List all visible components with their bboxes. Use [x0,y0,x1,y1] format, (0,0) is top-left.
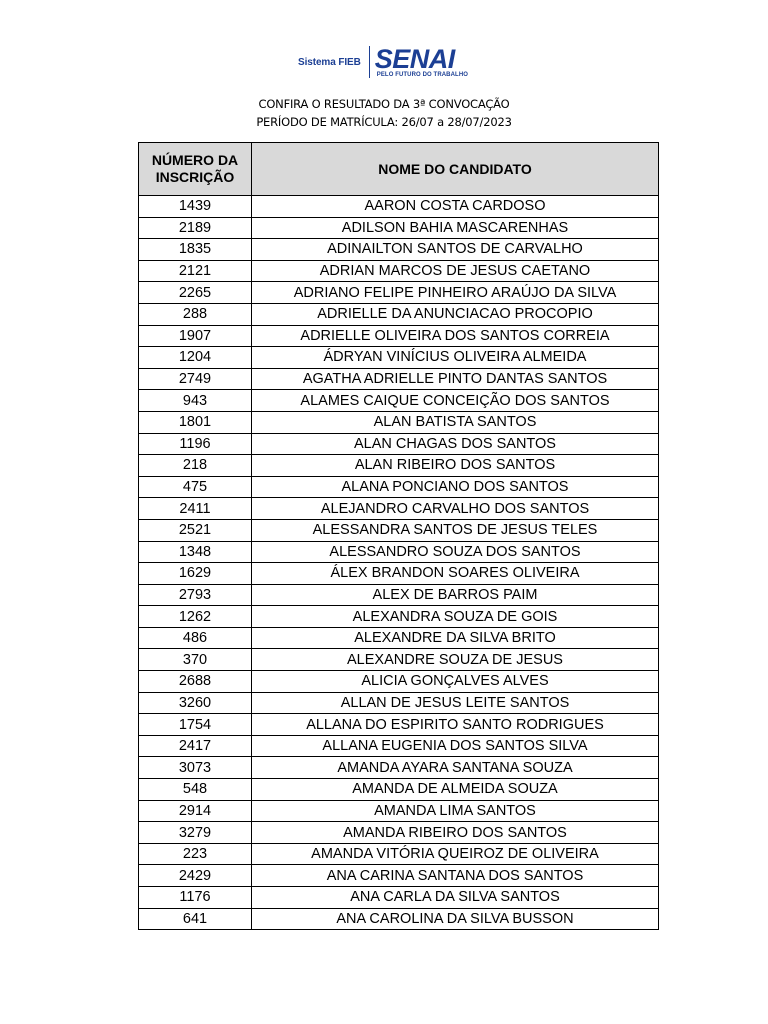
registration-number-cell: 2914 [139,800,252,822]
logo-senai-block [375,46,468,78]
table-row [139,433,659,455]
candidate-name-cell: ÁDRYAN VINÍCIUS OLIVEIRA ALMEIDA [252,347,659,369]
registration-number-cell: 2417 [139,735,252,757]
table-row [139,887,659,909]
table-row [139,865,659,887]
candidate-name-cell: ALAMES CAIQUE CONCEIÇÃO DOS SANTOS [252,390,659,412]
candidate-name-cell: ALLANA EUGENIA DOS SANTOS SILVA [252,735,659,757]
candidate-name-cell: ALEXANDRE DA SILVA BRITO [252,627,659,649]
registration-number-cell: 2749 [139,368,252,390]
registration-number-cell: 1835 [139,239,252,261]
table-row [139,519,659,541]
table-row [139,671,659,693]
table-row [139,347,659,369]
registration-number-cell: 1754 [139,714,252,736]
candidate-name-cell: ADRIELLE DA ANUNCIACAO PROCOPIO [252,303,659,325]
candidate-name-cell: ALESSANDRA SANTOS DE JESUS TELES [252,519,659,541]
table-row [139,325,659,347]
registration-number-cell: 2688 [139,671,252,693]
candidate-name-cell: ALEXANDRE SOUZA DE JESUS [252,649,659,671]
table-body [139,196,659,930]
candidate-name-cell: AARON COSTA CARDOSO [252,196,659,218]
candidate-name-cell: ALANA PONCIANO DOS SANTOS [252,476,659,498]
table-row [139,498,659,520]
logo-sistema-fieb: Sistema FIEB [298,56,361,68]
column-header-number [139,143,252,196]
table-row [139,714,659,736]
candidate-name-cell: AMANDA LIMA SANTOS [252,800,659,822]
candidate-name-cell: ALLAN DE JESUS LEITE SANTOS [252,692,659,714]
candidate-name-cell: AMANDA RIBEIRO DOS SANTOS [252,822,659,844]
registration-number-cell: 1801 [139,411,252,433]
table-row [139,541,659,563]
candidate-name-cell: AMANDA AYARA SANTANA SOUZA [252,757,659,779]
registration-number-cell: 2265 [139,282,252,304]
candidate-name-cell: ALESSANDRO SOUZA DOS SANTOS [252,541,659,563]
registration-number-cell: 1348 [139,541,252,563]
registration-number-cell: 1176 [139,887,252,909]
candidate-name-cell: ALLANA DO ESPIRITO SANTO RODRIGUES [252,714,659,736]
registration-number-cell: 486 [139,627,252,649]
table-row [139,217,659,239]
registration-number-cell: 2121 [139,260,252,282]
table-row [139,260,659,282]
candidate-name-cell: ADRIANO FELIPE PINHEIRO ARAÚJO DA SILVA [252,282,659,304]
candidate-name-cell: ADRIAN MARCOS DE JESUS CAETANO [252,260,659,282]
table-row [139,282,659,304]
registration-number-cell: 3279 [139,822,252,844]
table-row [139,196,659,218]
column-header-name: NOME DO CANDIDATO [252,143,659,196]
table-row [139,584,659,606]
registration-number-cell: 1204 [139,347,252,369]
header-period: PERÍODO DE MATRÍCULA: 26/07 a 28/07/2023 [256,115,512,129]
registration-number-cell: 943 [139,390,252,412]
registration-number-cell: 3073 [139,757,252,779]
candidate-name-cell: ADINAILTON SANTOS DE CARVALHO [252,239,659,261]
table-row [139,822,659,844]
registration-number-cell: 3260 [139,692,252,714]
table-row [139,627,659,649]
table-row [139,303,659,325]
candidate-name-cell: ADRIELLE OLIVEIRA DOS SANTOS CORREIA [252,325,659,347]
table-row [139,692,659,714]
registration-number-cell: 2189 [139,217,252,239]
registration-number-cell: 1907 [139,325,252,347]
candidate-name-cell: ALEXANDRA SOUZA DE GOIS [252,606,659,628]
column-header-number-line2: INSCRIÇÃO [155,169,235,185]
table-header-row [139,143,659,196]
table-row [139,800,659,822]
column-header-number-line1: NÚMERO DA [151,152,239,168]
document-header [0,95,768,131]
candidate-name-cell: ANA CAROLINA DA SILVA BUSSON [252,908,659,930]
registration-number-cell: 370 [139,649,252,671]
candidate-name-cell: ANA CARINA SANTANA DOS SANTOS [252,865,659,887]
table-row [139,239,659,261]
logo-senai-wordmark: SENAI [374,44,455,74]
table-row [139,390,659,412]
table-row [139,779,659,801]
registration-number-cell: 475 [139,476,252,498]
registration-number-cell: 1629 [139,563,252,585]
table-row [139,908,659,930]
registration-number-cell: 1262 [139,606,252,628]
table-row [139,606,659,628]
candidate-name-cell: ALAN BATISTA SANTOS [252,411,659,433]
registration-number-cell: 548 [139,779,252,801]
registration-number-cell: 288 [139,303,252,325]
senai-logo [298,44,468,80]
candidate-name-cell: ALAN RIBEIRO DOS SANTOS [252,455,659,477]
candidate-name-cell: ALICIA GONÇALVES ALVES [252,671,659,693]
candidate-name-cell: ÁLEX BRANDON SOARES OLIVEIRA [252,563,659,585]
table-row [139,368,659,390]
table-row [139,735,659,757]
candidates-table [138,142,659,930]
table-row [139,843,659,865]
candidate-name-cell: ANA CARLA DA SILVA SANTOS [252,887,659,909]
registration-number-cell: 2793 [139,584,252,606]
logo-divider [369,46,370,78]
candidate-name-cell: AMANDA DE ALMEIDA SOUZA [252,779,659,801]
registration-number-cell: 223 [139,843,252,865]
registration-number-cell: 1196 [139,433,252,455]
registration-number-cell: 1439 [139,196,252,218]
table-row [139,563,659,585]
table-row [139,455,659,477]
registration-number-cell: 2429 [139,865,252,887]
header-title: CONFIRA O RESULTADO DA 3ª CONVOCAÇÃO [258,97,510,111]
candidate-name-cell: ALAN CHAGAS DOS SANTOS [252,433,659,455]
registration-number-cell: 2411 [139,498,252,520]
table-row [139,649,659,671]
table-row [139,411,659,433]
registration-number-cell: 218 [139,455,252,477]
logo-tagline: PELO FUTURO DO TRABALHO [376,72,469,78]
registration-number-cell: 641 [139,908,252,930]
table-row [139,757,659,779]
table-row [139,476,659,498]
candidate-name-cell: ALEJANDRO CARVALHO DOS SANTOS [252,498,659,520]
candidate-name-cell: AMANDA VITÓRIA QUEIROZ DE OLIVEIRA [252,843,659,865]
registration-number-cell: 2521 [139,519,252,541]
candidate-name-cell: AGATHA ADRIELLE PINTO DANTAS SANTOS [252,368,659,390]
candidate-name-cell: ADILSON BAHIA MASCARENHAS [252,217,659,239]
candidate-name-cell: ALEX DE BARROS PAIM [252,584,659,606]
